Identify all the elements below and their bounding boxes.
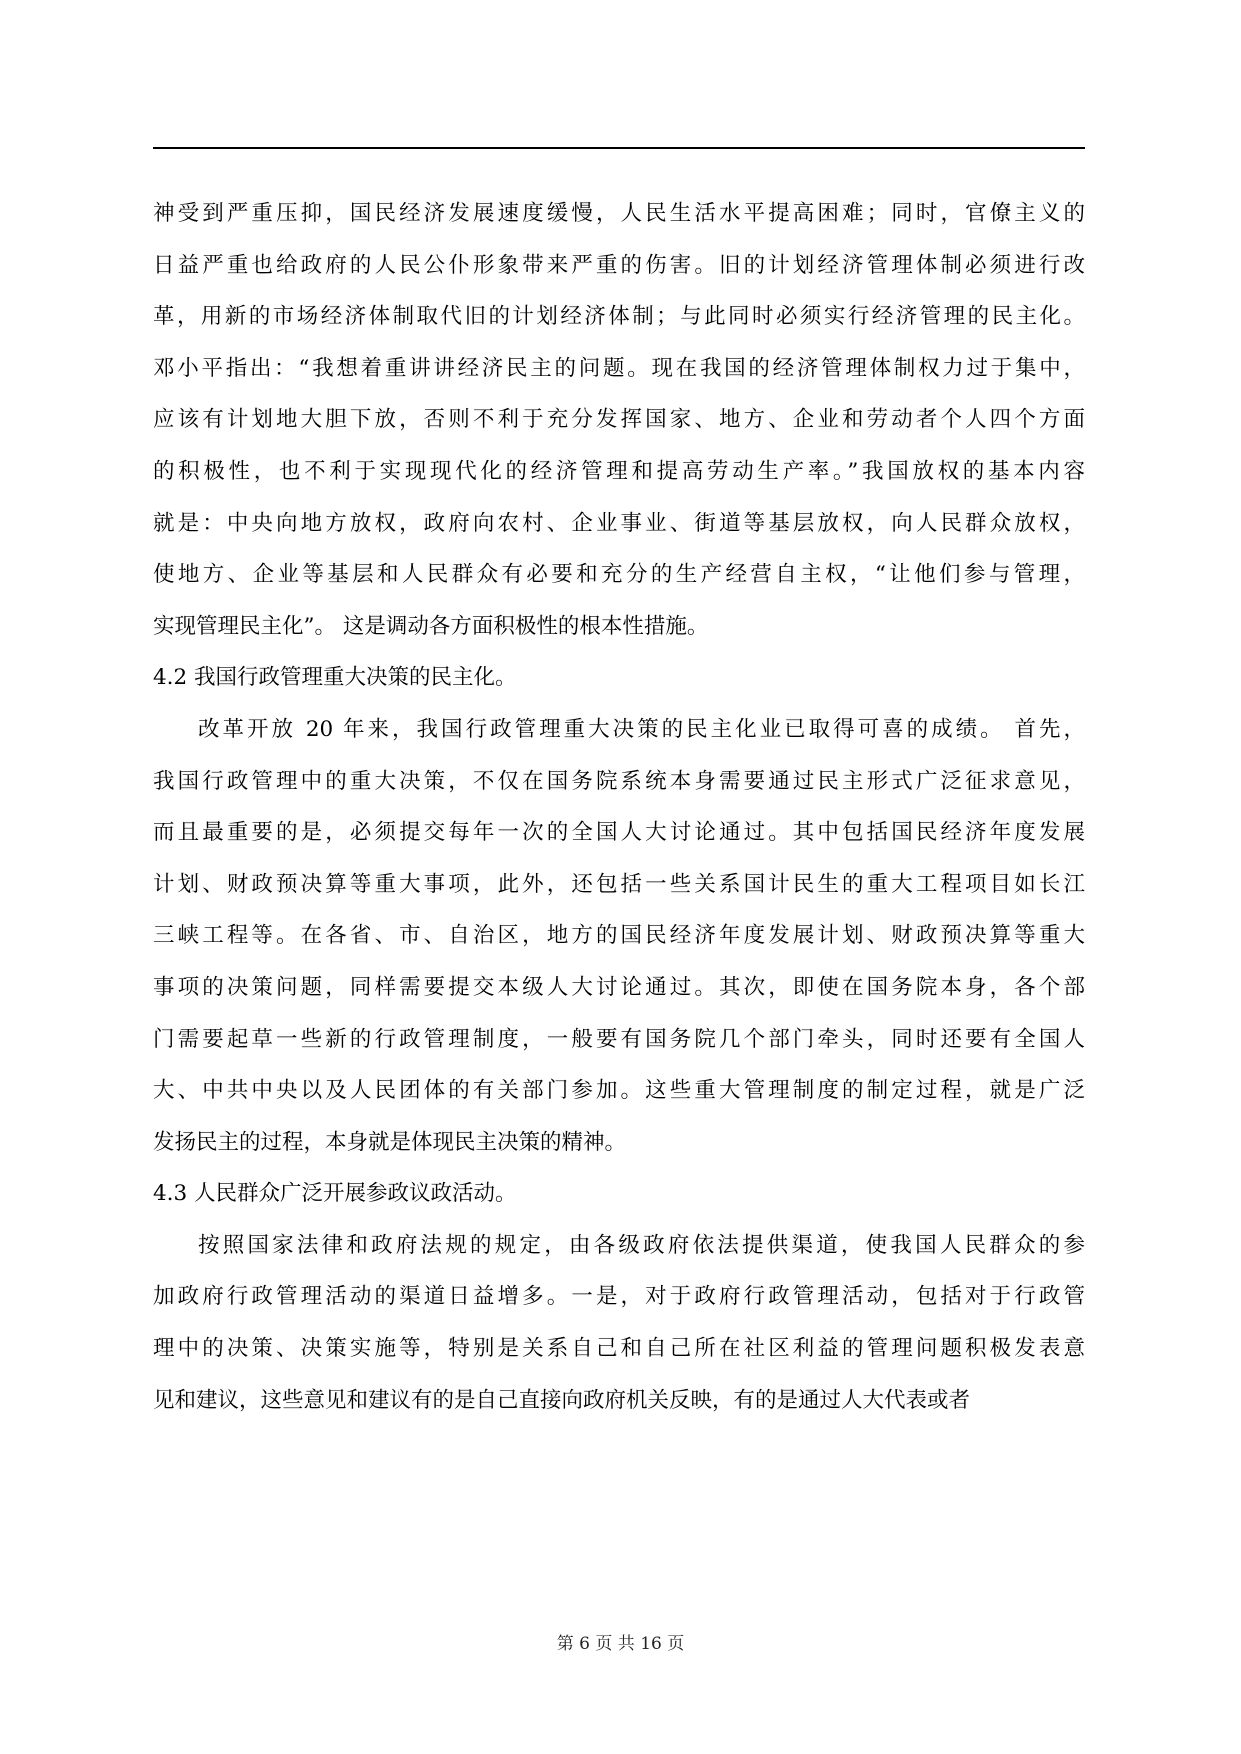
paragraph-line: 而且最重要的是，必须提交每年一次的全国人大讨论通过。其中包括国民经济年度发展: [153, 820, 1085, 846]
paragraph-line: 计划、财政预决算等重大事项，此外，还包括一些关系国计民生的重大工程项目如长江: [153, 871, 1085, 897]
paragraph-line: 门需要起草一些新的行政管理制度，一般要有国务院几个部门牵头，同时还要有全国人: [153, 1026, 1085, 1052]
section-heading: 4.2 我国行政管理重大决策的民主化。: [153, 665, 517, 691]
paragraph-line: 使地方、企业等基层和人民群众有必要和充分的生产经营自主权，“让他们参与管理，: [153, 562, 1085, 588]
paragraph-line: 神受到严重压抑，国民经济发展速度缓慢，人民生活水平提高困难；同时，官僚主义的: [153, 201, 1085, 226]
paragraph-line: 日益严重也给政府的人民公仆形象带来严重的伤害。旧的计划经济管理体制必须进行改: [153, 252, 1085, 278]
paragraph-line: 革，用新的市场经济体制取代旧的计划经济体制；与此同时必须实行经济管理的民主化。: [153, 304, 1085, 330]
page-footer: 第 6 页 共 16 页: [556, 1634, 685, 1654]
paragraph-line: 实现管理民主化”。 这是调动各方面积极性的根本性措施。: [153, 613, 709, 639]
paragraph-line: 邓小平指出：“我想着重讲讲经济民主的问题。现在我国的经济管理体制权力过于集中，: [153, 355, 1085, 381]
section-heading: 4.3 人民群众广泛开展参政议政活动。: [153, 1181, 517, 1207]
paragraph-line: 改革开放 20 年来，我国行政管理重大决策的民主化业已取得可喜的成绩。 首先，: [198, 716, 1085, 742]
paragraph-line: 我国行政管理中的重大决策，不仅在国务院系统本身需要通过民主形式广泛征求意见，: [153, 768, 1085, 794]
header-rule: [153, 147, 1085, 149]
paragraph-line: 见和建议，这些意见和建议有的是自己直接向政府机关反映，有的是通过人大代表或者: [153, 1387, 971, 1413]
paragraph-line: 理中的决策、决策实施等，特别是关系自己和自己所在社区利益的管理问题积极发表意: [153, 1336, 1085, 1362]
paragraph-line: 大、中共中央以及人民团体的有关部门参加。这些重大管理制度的制定过程，就是广泛: [153, 1078, 1085, 1104]
paragraph-line: 应该有计划地大胆下放，否则不利于充分发挥国家、地方、企业和劳动者个人四个方面: [153, 407, 1085, 433]
paragraph-line: 三峡工程等。在各省、市、自治区，地方的国民经济年度发展计划、财政预决算等重大: [153, 923, 1085, 949]
paragraph-line: 加政府行政管理活动的渠道日益增多。一是，对于政府行政管理活动，包括对于行政管: [153, 1284, 1085, 1310]
paragraph-line: 事项的决策问题，同样需要提交本级人大讨论通过。其次，即使在国务院本身，各个部: [153, 974, 1085, 1000]
paragraph-line: 发扬民主的过程，本身就是体现民主决策的精神。: [153, 1129, 627, 1155]
paragraph-line: 的积极性，也不利于实现现代化的经济管理和提高劳动生产率。”我国放权的基本内容: [153, 458, 1085, 484]
document-body: [153, 188, 1085, 1426]
paragraph-line: 按照国家法律和政府法规的规定，由各级政府依法提供渠道，使我国人民群众的参: [198, 1232, 1085, 1258]
paragraph-line: 就是：中央向地方放权，政府向农村、企业事业、街道等基层放权，向人民群众放权，: [153, 510, 1085, 536]
